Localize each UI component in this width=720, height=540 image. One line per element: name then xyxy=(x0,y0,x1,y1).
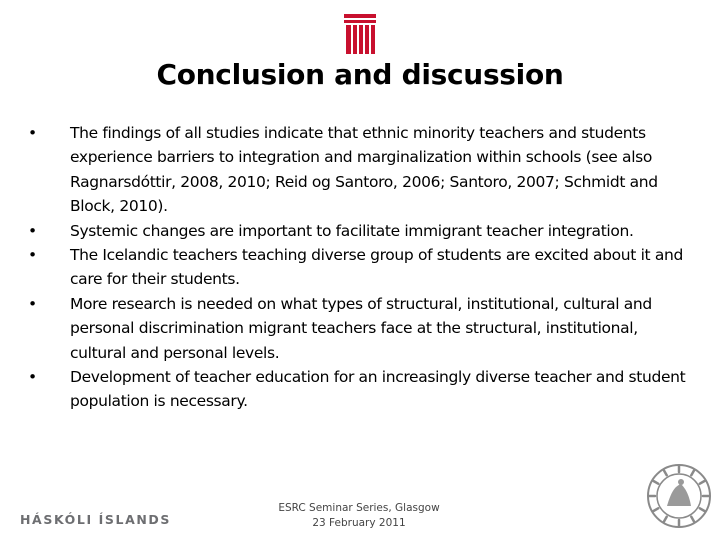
bullet-text: The Icelandic teachers teaching diverse group of students are excited about it and care for their students. xyxy=(70,246,683,289)
bullet-text: More research is needed on what types of structural, institutional, cultural and personal discrimination migrant teachers face at the structural, institutional, cultural and personal levels. xyxy=(70,294,652,362)
bullet-marker: • xyxy=(28,368,37,387)
bullet-item xyxy=(28,365,698,414)
bullet-marker: • xyxy=(28,221,37,240)
event-date: 23 February 2011 xyxy=(312,517,406,529)
footer-event-info xyxy=(270,501,448,531)
university-seal-icon xyxy=(645,462,713,530)
bullet-item xyxy=(28,243,698,292)
bullet-item xyxy=(28,292,698,365)
slide-title: Conclusion and discussion xyxy=(156,58,564,91)
bullet-text: Systemic changes are important to facilitate immigrant teacher integration. xyxy=(70,221,634,240)
university-building-icon xyxy=(342,14,378,54)
bullet-item xyxy=(28,219,698,243)
event-title: ESRC Seminar Series, Glasgow xyxy=(278,502,440,514)
bullet-marker: • xyxy=(28,246,37,265)
university-name: HÁSKÓLI ÍSLANDS xyxy=(20,512,171,527)
bullet-marker: • xyxy=(28,124,37,142)
bullet-marker: • xyxy=(28,294,37,313)
bullet-text: The findings of all studies indicate that ethnic minority teachers and students experience barriers to integration and marginalization within schools (see also Ragnarsdóttir, 2008, 2010; Reid og Santoro, 2006; Santoro, 2007; Schmidt and Block, 2010). xyxy=(70,124,658,216)
bullet-text: Development of teacher education for an increasingly diverse teacher and student population is necessary. xyxy=(70,368,686,411)
bullet-list xyxy=(28,121,698,414)
bullet-item xyxy=(28,121,698,219)
